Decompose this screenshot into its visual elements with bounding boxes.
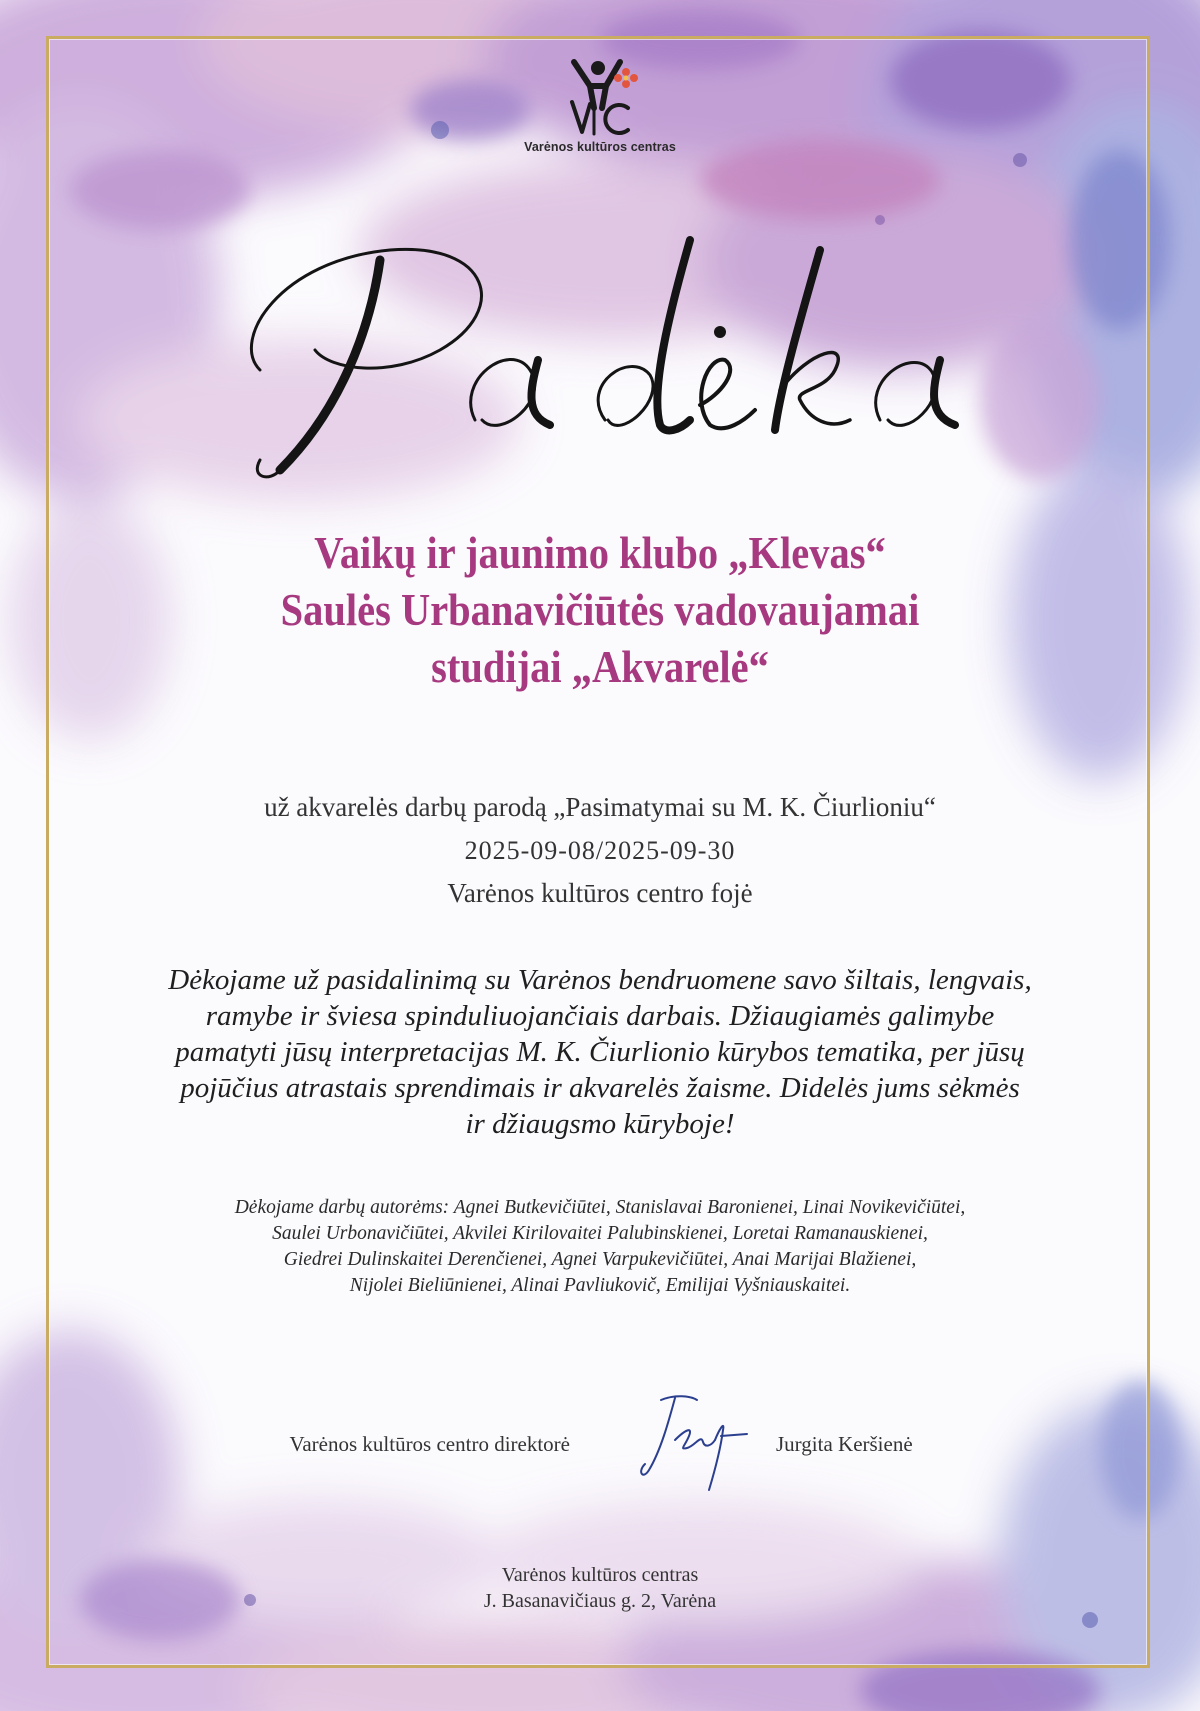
authors-line: Giedrei Dulinskaitei Derenčienei, Agnei Varpukevičiūtei, Anai Marijai Blažienei, — [283, 1249, 917, 1270]
authors-line: Dėkojame darbų autorėms: Agnei Butkevičiūtei, Stanislavai Baronienei, Linai Novikevičiūtei, — [234, 1197, 966, 1218]
footer-line: J. Basanavičiaus g. 2, Varėna — [483, 1590, 717, 1612]
recipient-line: Saulės Urbanavičiūtės vadovaujamai — [280, 584, 920, 635]
vkc-logo-icon — [560, 56, 640, 138]
calligraphy-title-icon — [220, 220, 980, 490]
authors-line: Nijolei Bieliūnienei, Alinai Pavliukovič, Emilijai Vyšniauskaitei. — [349, 1275, 851, 1296]
message-line: ramybe ir šviesa spinduliuojančiais darbais. Džiaugiamės galimybe — [205, 1000, 995, 1032]
certificate-title — [220, 220, 980, 490]
event-details — [100, 786, 1100, 915]
footer-address — [100, 1562, 1100, 1614]
signatory-name: Jurgita Keršienė — [776, 1432, 913, 1456]
thank-you-message — [90, 962, 1110, 1142]
handwritten-signature-icon — [635, 1390, 755, 1500]
footer-line: Varėnos kultūros centras — [501, 1564, 699, 1586]
authors-list — [90, 1195, 1110, 1299]
signature-row — [100, 1400, 1100, 1500]
message-line: pojūčius atrastais sprendimais ir akvarelės žaisme. Didelės jums sėkmės — [180, 1072, 1020, 1104]
authors-line: Saulei Urbonavičiūtei, Akvilei Kirilovaitei Palubinskienei, Loretai Ramanauskienei, — [272, 1223, 928, 1244]
event-reason: už akvarelės darbų parodą „Pasimatymai su M. K. Čiurlioniu“ — [264, 792, 936, 822]
logo-caption: Varėnos kultūros centras — [524, 140, 676, 154]
message-line: ir džiaugsmo kūryboje! — [465, 1108, 735, 1140]
event-location: Varėnos kultūros centro fojė — [447, 878, 753, 908]
recipient-line: Vaikų ir jaunimo klubo „Klevas“ — [314, 527, 886, 578]
recipient-line: studijai „Akvarelė“ — [431, 641, 769, 692]
recipient-block — [160, 524, 1040, 695]
message-line: Dėkojame už pasidalinimą su Varėnos bendruomene savo šiltais, lengvais, — [168, 964, 1032, 996]
message-line: pamatyti jūsų interpretacijas M. K. Čiurlionio kūrybos tematika, per jūsų — [175, 1036, 1025, 1068]
event-dates: 2025-09-08/2025-09-30 — [464, 836, 736, 865]
signatory-role: Varėnos kultūros centro direktorė — [289, 1432, 570, 1456]
organization-logo — [500, 56, 700, 166]
